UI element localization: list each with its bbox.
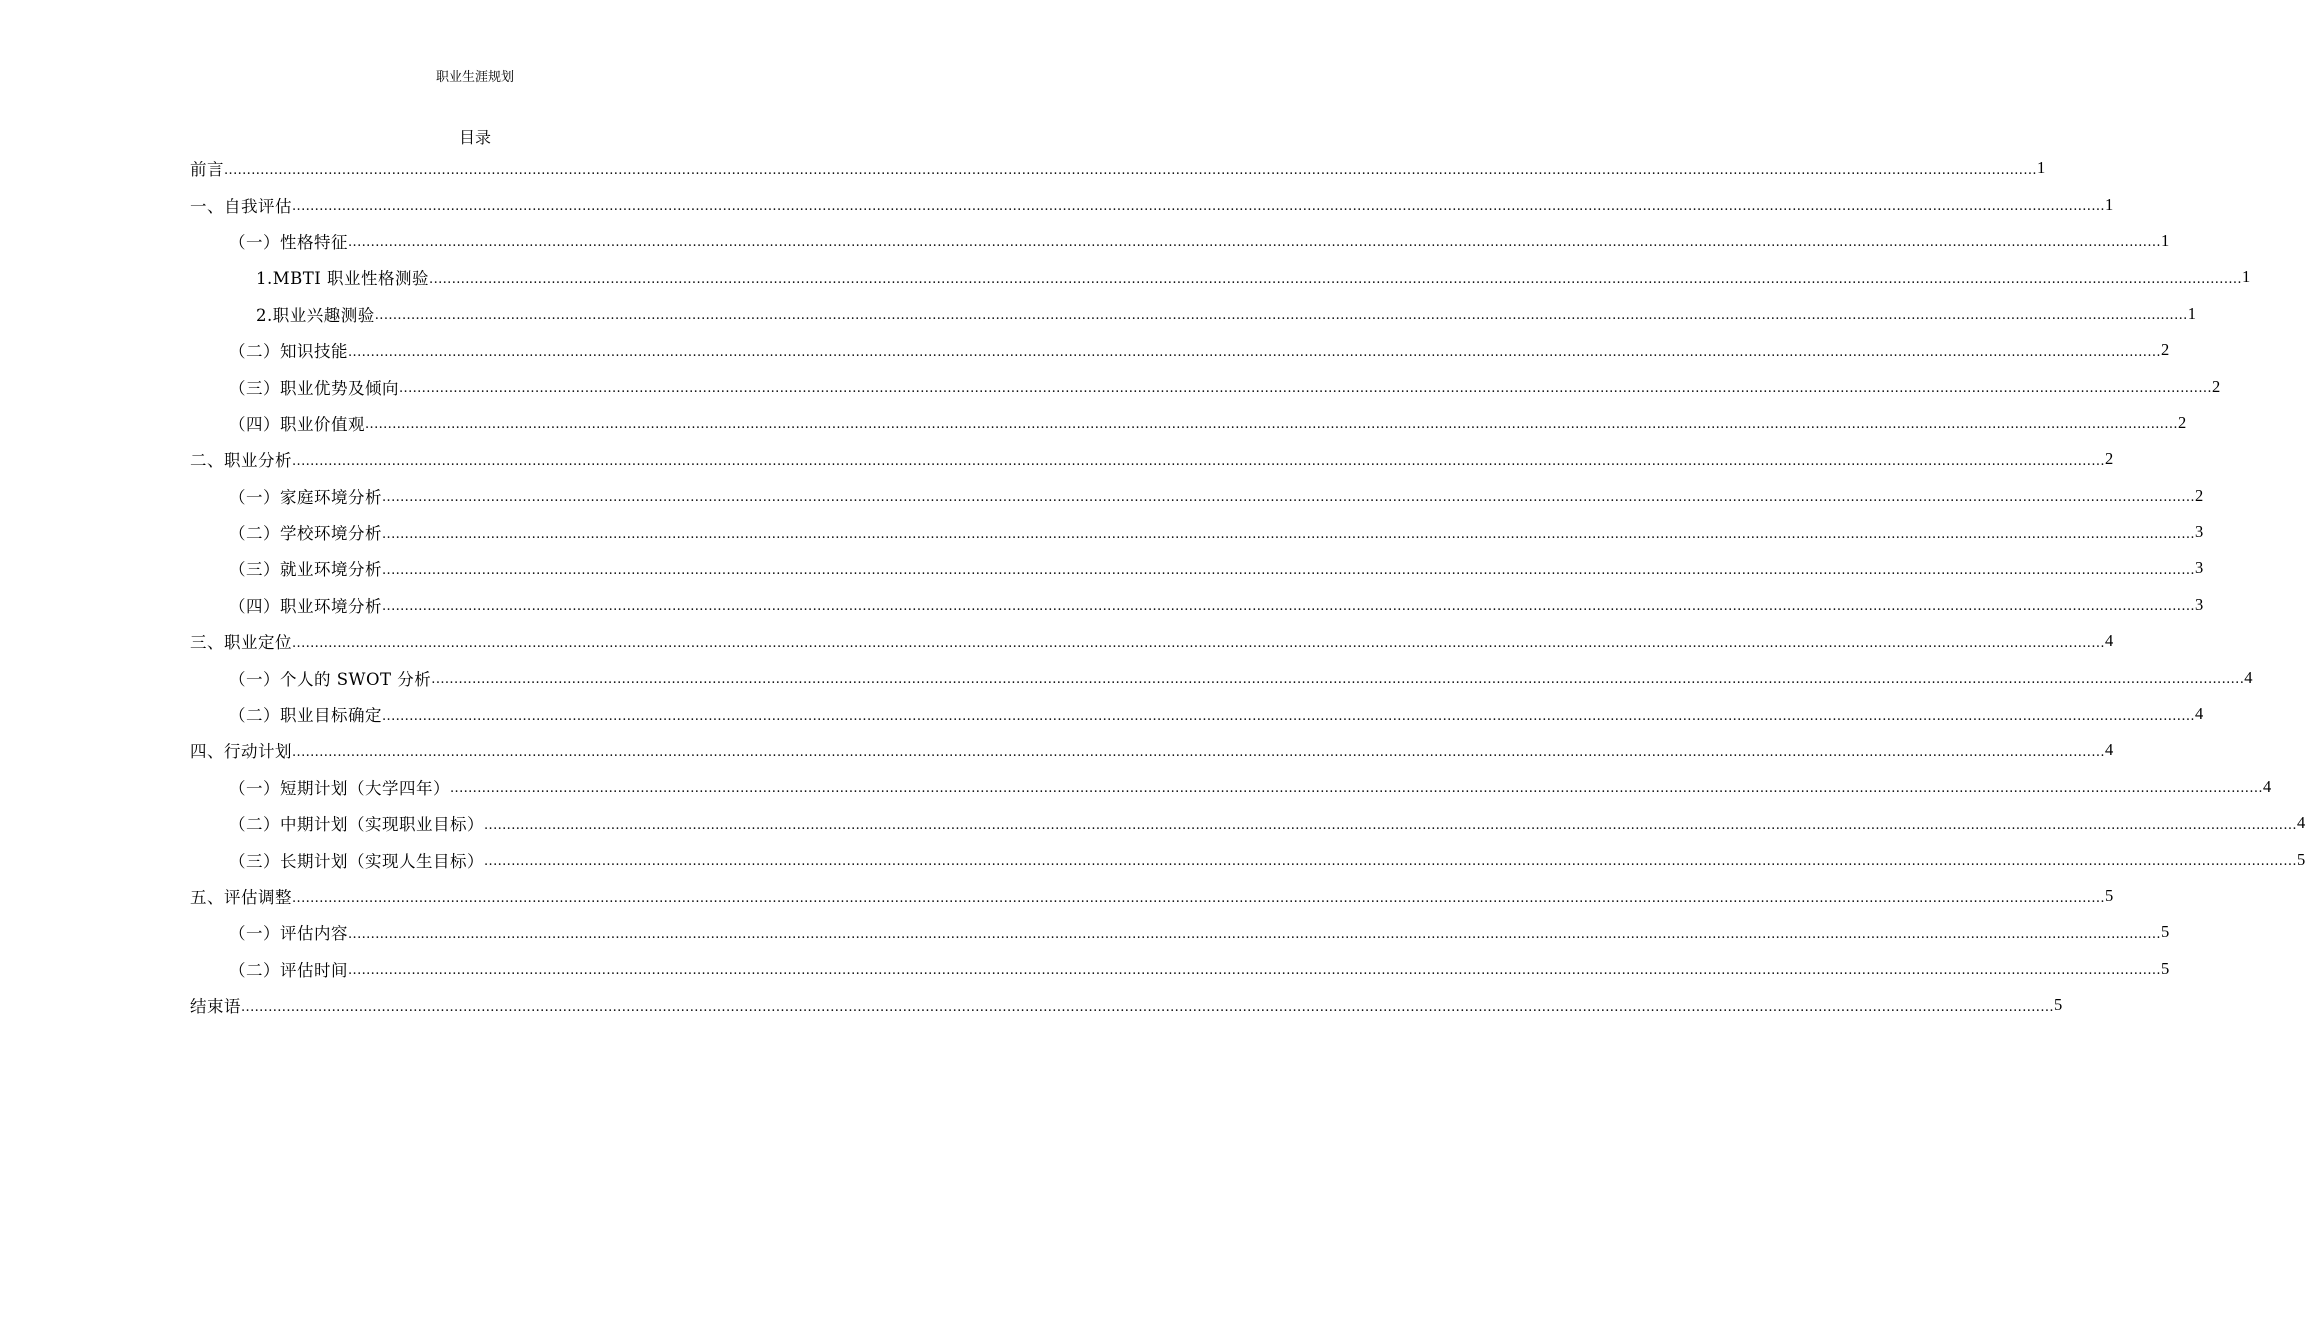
toc-dot-leader: ................................................................................................................................................................................................................................................................................................................................................................................................................ — [348, 963, 2161, 979]
toc-entry-page-number: 3 — [2194, 558, 2204, 578]
toc-entry-title: 前言 — [190, 160, 224, 180]
toc-dot-leader: ................................................................................................................................................................................................................................................................................................................................................................................................................ — [365, 417, 2178, 433]
toc-entry-title: （二）中期计划（实现职业目标） — [229, 815, 484, 835]
toc-title: 目录 — [458, 128, 491, 147]
toc-dot-leader: ................................................................................................................................................................................................................................................................................................................................................................................................................ — [224, 162, 2037, 178]
toc-entry[interactable] — [190, 878, 2114, 914]
toc-entry-page-number: 4 — [2262, 776, 2272, 796]
toc-entry[interactable] — [190, 914, 2170, 950]
toc-entry-page-number: 2 — [2160, 340, 2170, 360]
toc-entry[interactable] — [190, 550, 2204, 586]
toc-entry-title: 四、行动计划 — [190, 742, 292, 762]
toc-entry-page-number: 3 — [2194, 522, 2204, 542]
toc-dot-leader: ................................................................................................................................................................................................................................................................................................................................................................................................................ — [292, 453, 2105, 469]
toc-entry[interactable] — [190, 186, 2114, 222]
toc-entry-page-number: 4 — [2104, 740, 2114, 760]
toc-entry-page-number: 1 — [2187, 303, 2196, 323]
toc-entry[interactable] — [190, 587, 2204, 623]
toc-entry-title: （四）职业价值观 — [229, 414, 365, 434]
toc-entry-page-number: 2 — [2194, 485, 2204, 505]
toc-dot-leader: ................................................................................................................................................................................................................................................................................................................................................................................................................ — [382, 708, 2195, 724]
toc-dot-leader: ................................................................................................................................................................................................................................................................................................................................................................................................................ — [484, 817, 2297, 833]
toc-entry-title: （二）评估时间 — [229, 960, 348, 980]
toc-entry[interactable] — [190, 332, 2170, 368]
toc-entry-title: 一、自我评估 — [190, 196, 292, 216]
toc-entry-title: （一）评估内容 — [229, 924, 348, 944]
toc-entry[interactable] — [190, 623, 2114, 659]
toc-entry-page-number: 1 — [2036, 158, 2046, 178]
toc-entry-title: （三）长期计划（实现人生目标） — [229, 851, 484, 871]
toc-dot-leader: ................................................................................................................................................................................................................................................................................................................................................................................................................ — [484, 854, 2297, 870]
toc-dot-leader: ................................................................................................................................................................................................................................................................................................................................................................................................................ — [348, 235, 2161, 251]
toc-entry[interactable] — [190, 296, 2196, 332]
toc-entry[interactable] — [190, 805, 2305, 841]
toc-dot-leader: ................................................................................................................................................................................................................................................................................................................................................................................................................ — [348, 926, 2161, 942]
toc-dot-leader: ................................................................................................................................................................................................................................................................................................................................................................................................................ — [374, 308, 2188, 324]
toc-entry[interactable] — [190, 368, 2221, 404]
toc-entry[interactable] — [190, 987, 2063, 1023]
toc-dot-leader: ................................................................................................................................................................................................................................................................................................................................................................................................................ — [292, 199, 2105, 215]
toc-entry-title: （一）家庭环境分析 — [229, 487, 382, 507]
toc-dot-leader: ................................................................................................................................................................................................................................................................................................................................................................................................................ — [382, 526, 2195, 542]
toc-entry[interactable] — [190, 514, 2204, 550]
toc-entry-title: （二）职业目标确定 — [229, 706, 382, 726]
toc-entry-page-number: 1 — [2160, 230, 2170, 250]
toc-dot-leader: ................................................................................................................................................................................................................................................................................................................................................................................................................ — [382, 562, 2195, 578]
toc-dot-leader: ................................................................................................................................................................................................................................................................................................................................................................................................................ — [399, 381, 2212, 397]
toc-entry-title: 1.MBTI 职业性格测验 — [256, 269, 430, 289]
toc-entry-title: （三）就业环境分析 — [229, 560, 382, 580]
toc-dot-leader: ................................................................................................................................................................................................................................................................................................................................................................................................................ — [292, 890, 2105, 906]
toc-dot-leader: ................................................................................................................................................................................................................................................................................................................................................................................................................ — [348, 344, 2161, 360]
toc-entry[interactable] — [190, 150, 2046, 186]
toc-entry-title: （一）个人的 SWOT 分析 — [229, 669, 432, 689]
toc-entry-page-number: 5 — [2053, 995, 2063, 1015]
table-of-contents — [190, 150, 2305, 1023]
toc-entry-page-number: 5 — [2160, 922, 2170, 942]
toc-entry-title: 五、评估调整 — [190, 888, 292, 907]
toc-dot-leader: ................................................................................................................................................................................................................................................................................................................................................................................................................ — [382, 490, 2195, 506]
toc-entry[interactable] — [190, 441, 2114, 477]
toc-entry-page-number: 5 — [2160, 958, 2170, 978]
toc-entry-page-number: 5 — [2104, 886, 2114, 905]
toc-entry-page-number: 4 — [2104, 631, 2114, 651]
toc-entry[interactable] — [190, 259, 2251, 295]
toc-entry-title: （一）性格特征 — [229, 232, 348, 252]
toc-entry-page-number: 4 — [2296, 813, 2305, 833]
toc-dot-leader: ................................................................................................................................................................................................................................................................................................................................................................................................................ — [429, 271, 2242, 287]
toc-entry-page-number: 2 — [2104, 449, 2114, 469]
toc-entry[interactable] — [190, 659, 2253, 695]
toc-dot-leader: ................................................................................................................................................................................................................................................................................................................................................................................................................ — [241, 999, 2054, 1015]
toc-entry-page-number: 1 — [2241, 267, 2251, 287]
toc-entry-title: 结束语 — [190, 997, 241, 1017]
toc-entry-page-number: 1 — [2104, 194, 2114, 214]
toc-entry[interactable] — [190, 841, 2305, 877]
toc-dot-leader: ................................................................................................................................................................................................................................................................................................................................................................................................................ — [382, 599, 2195, 615]
toc-entry-title: 2.职业兴趣测验 — [256, 305, 375, 325]
toc-entry-page-number: 2 — [2177, 412, 2187, 432]
toc-entry[interactable] — [190, 732, 2114, 768]
page-header: 职业生涯规划 — [435, 70, 514, 85]
toc-entry[interactable] — [190, 696, 2204, 732]
toc-dot-leader: ................................................................................................................................................................................................................................................................................................................................................................................................................ — [292, 744, 2105, 760]
toc-dot-leader: ................................................................................................................................................................................................................................................................................................................................................................................................................ — [431, 672, 2245, 688]
toc-entry-page-number: 2 — [2211, 376, 2221, 396]
toc-entry-page-number: 4 — [2194, 704, 2204, 724]
toc-entry-page-number: 4 — [2244, 667, 2253, 687]
toc-entry-title: 二、职业分析 — [190, 451, 292, 471]
toc-entry-page-number: 3 — [2194, 594, 2204, 614]
toc-entry-title: （四）职业环境分析 — [229, 596, 382, 616]
toc-entry-title: （二）学校环境分析 — [229, 524, 382, 544]
toc-dot-leader: ................................................................................................................................................................................................................................................................................................................................................................................................................ — [450, 781, 2263, 797]
toc-entry[interactable] — [190, 478, 2204, 514]
toc-entry-title: （三）职业优势及倾向 — [229, 378, 399, 398]
toc-dot-leader: ................................................................................................................................................................................................................................................................................................................................................................................................................ — [292, 635, 2105, 651]
toc-entry[interactable] — [190, 223, 2170, 259]
toc-entry-title: （二）知识技能 — [229, 342, 348, 362]
toc-entry[interactable] — [190, 405, 2187, 441]
toc-entry-title: 三、职业定位 — [190, 633, 292, 653]
toc-entry[interactable] — [190, 769, 2272, 805]
toc-entry-title: （一）短期计划（大学四年） — [229, 778, 450, 798]
toc-entry[interactable] — [190, 951, 2170, 987]
toc-entry-page-number: 5 — [2296, 849, 2305, 869]
